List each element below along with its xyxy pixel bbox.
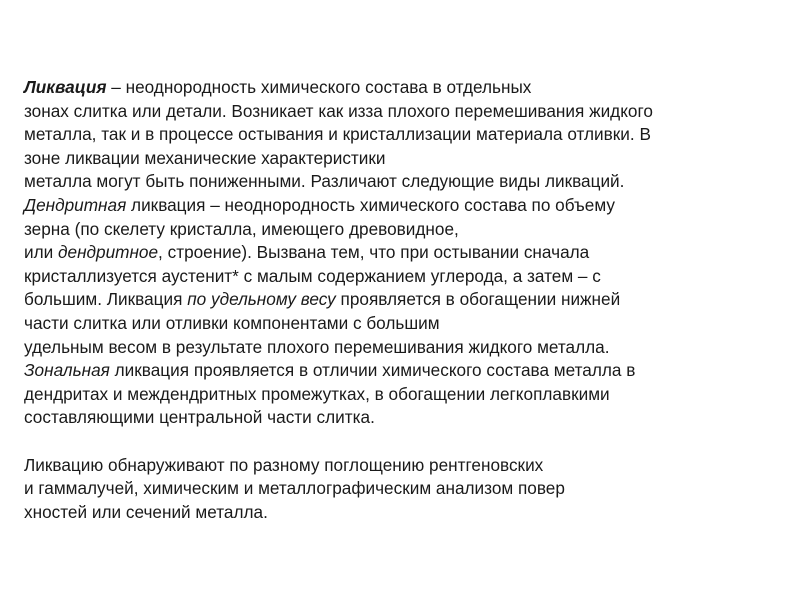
text-line <box>24 76 784 100</box>
text-segment: ликвация – неоднородность химического состава по объему <box>126 194 615 215</box>
text-line: части слитка или отливки компонентами с большим <box>24 312 440 333</box>
text-line: составляющими центральной части слитка. <box>24 407 375 428</box>
text-line <box>24 241 784 265</box>
text-line: удельным весом в результате плохого перемешивания жидкого металла. <box>24 336 610 357</box>
term-dendritic: Дендритная <box>24 194 127 215</box>
text-line: металла, так и в процессе остывания и кристаллизации материала отливки. В <box>24 124 651 145</box>
text-segment: большим. Ликвация <box>24 289 188 310</box>
text-line: зоне ликвации механические характеристики <box>24 147 386 168</box>
text-segment: , строение). Вызвана тем, что при остывании сначала <box>158 242 590 263</box>
text-segment: ликвация проявляется в отличии химического состава металла в <box>109 360 636 381</box>
term-dendritnoe: дендритное <box>58 242 159 263</box>
text-block <box>24 76 784 524</box>
term-zonal: Зональная <box>24 360 110 381</box>
text-line: кристаллизуется аустенит* с малым содержанием углерода, а затем – с <box>24 265 601 286</box>
text-line: и гаммалучей, химическим и металлографическим анализом повер <box>24 478 565 499</box>
text-segment: или <box>24 242 59 263</box>
term-by-specific-weight: по удельному весу <box>187 289 336 310</box>
text-line <box>24 288 784 312</box>
term-likvatsiya: Ликвация <box>24 77 107 97</box>
paragraph-gap <box>24 430 784 454</box>
text-line: Ликвацию обнаруживают по разному поглощению рентгеновских <box>24 454 544 475</box>
text-line <box>24 194 784 218</box>
text-line: зонах слитка или детали. Возникает как изза плохого перемешивания жидкого <box>24 100 653 121</box>
text-line: дендритах и междендритных промежутках, в обогащении легкоплавкими <box>24 383 610 404</box>
text-line: хностей или сечений металла. <box>24 501 268 522</box>
text-line: металла могут быть пониженными. Различают следующие виды ликваций. <box>24 171 625 192</box>
text-segment: проявляется в обогащении нижней <box>335 289 621 310</box>
text-line <box>24 359 784 383</box>
text-segment: – неоднородность химического состава в отдельных <box>106 77 532 97</box>
text-line: зерна (по скелету кристалла, имеющего древовидное, <box>24 218 459 239</box>
